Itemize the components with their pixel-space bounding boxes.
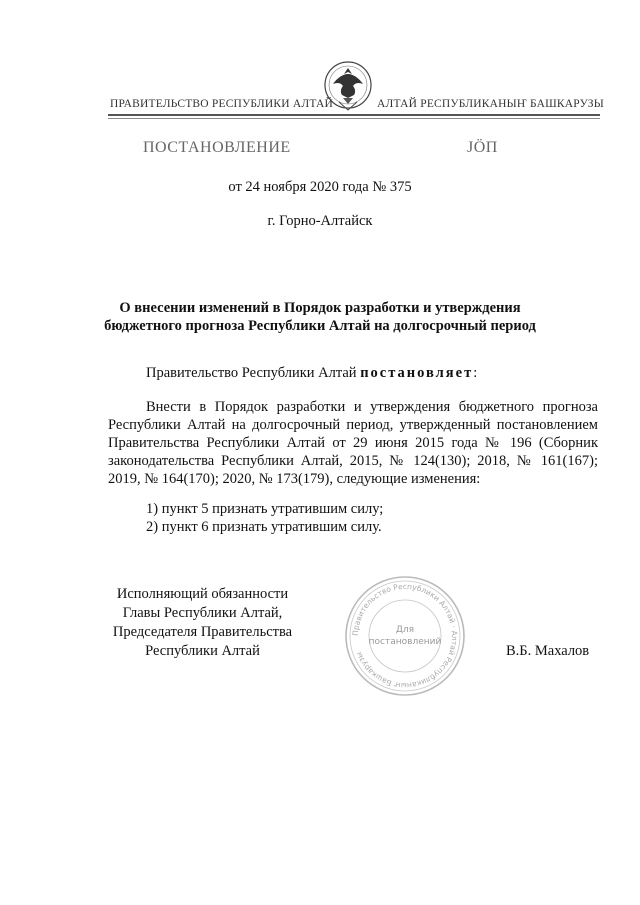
header-rule-bottom [108,118,600,119]
city: г. Горно-Алтайск [267,213,373,229]
stamp-center-line2: постановлений [368,637,442,647]
doc-title-line2: бюджетного прогноза Республики Алтай на долгосрочный период [104,318,536,334]
date-line: от 24 ноября 2020 года № 375 [228,179,412,195]
body-item-2: 2) пункт 6 признать утратившим силу. [146,519,382,535]
body-item-1: 1) пункт 5 признать утратившим силу; [146,501,384,517]
preamble [146,364,477,382]
preamble-emph: постановляет [360,365,474,381]
stamp-ring-text: Правительство Республики Алтай · Алтай Республиканыҥ Башкарузы [350,581,460,691]
signature-line-4: Республики Алтай [145,643,260,659]
signatory-name: В.Б. Махалов [506,643,590,659]
signature-line-3: Председателя Правительства [112,624,293,640]
signature-title-block [100,585,305,661]
preamble-end: : [473,365,478,381]
header-right: АЛТАЙ РЕСПУБЛИКАНЫҤ БАШКАРУЗЫ [377,98,604,110]
doc-type-right: ЈÖП [467,139,498,156]
body-paragraph: Внести в Порядок разработки и утверждения бюджетного прогноза Республики Алтай на долгосрочный период, утвержденный постановлением Правительства Республики Алтай от 29 июня 2015 года № 196 (Сборник законодательства Республики Алтай, 2015, № 124(130); 2018, № 161(167); 2019, № 164(170); 2020, № 173(179), следующие изменения: [108,399,598,487]
doc-type-left: ПОСТАНОВЛЕНИЕ [143,139,291,156]
stamp-center-line1: Для [395,625,415,635]
doc-title-line1: О внесении изменений в Порядок разработки и утверждения [119,300,521,316]
official-stamp [343,574,467,698]
signature-line-1: Исполняющий обязанности [116,586,289,602]
signature-line-2: Главы Республики Алтай, [122,605,283,621]
preamble-text: Правительство Республики Алтай [146,365,361,381]
header-left: ПРАВИТЕЛЬСТВО РЕСПУБЛИКИ АЛТАЙ [110,98,334,110]
header-rule-top [108,114,600,116]
